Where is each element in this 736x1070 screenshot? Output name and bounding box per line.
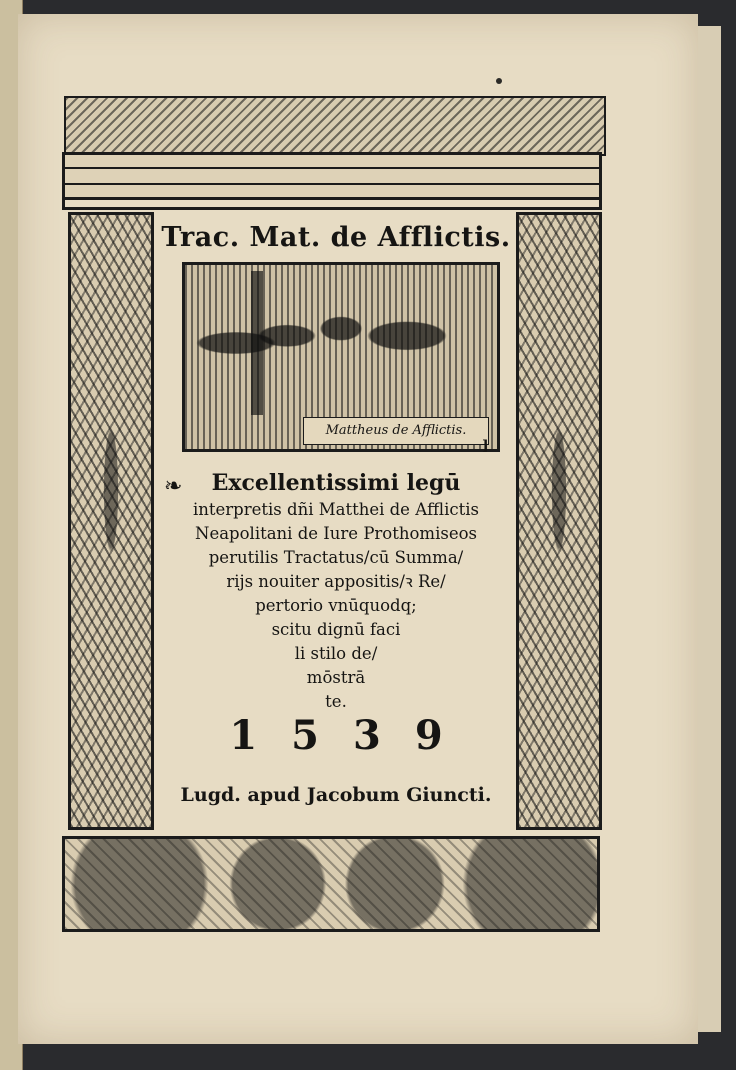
author-woodcut-illustration bbox=[182, 262, 500, 452]
right-pillar-ornament bbox=[516, 212, 602, 830]
title-line-4: perutilis Tractatus/cū Summa/ bbox=[208, 548, 464, 567]
cornice-base bbox=[62, 200, 602, 210]
ink-spot bbox=[496, 78, 502, 84]
woodcut-cornice bbox=[62, 152, 602, 200]
title-line-3: Neapolitani de Iure Prothomiseos bbox=[195, 524, 477, 543]
imprint-line: Lugd. apud Jacobum Giuncti. bbox=[180, 784, 492, 806]
title-line-1: Excellentissimi legū bbox=[211, 470, 461, 496]
title-text-column bbox=[158, 212, 514, 830]
title-line-6: pertorio vnūquodq; bbox=[255, 596, 417, 615]
left-pillar-ornament bbox=[68, 212, 154, 830]
title-body bbox=[158, 468, 514, 714]
title-line-7: scitu dignū faci bbox=[271, 620, 401, 639]
title-line-2: interpretis dñi Matthei de Afflictis bbox=[192, 500, 480, 519]
title-line-8: li stilo de/ bbox=[294, 644, 378, 663]
title-line-5: rijs nouiter appositis/ꝛ Re/ bbox=[226, 572, 446, 591]
running-title: Trac. Mat. de Afflictis. bbox=[161, 222, 511, 253]
title-line-9: mōstrā bbox=[306, 668, 366, 687]
woodcut-scene bbox=[191, 271, 491, 415]
title-line-10: te. bbox=[325, 692, 347, 711]
bottom-putti-frieze bbox=[62, 836, 600, 932]
woodcut-mark: ] bbox=[482, 438, 489, 454]
woodcut-lintel-ornament bbox=[64, 96, 606, 156]
fleuron-icon: ❧ bbox=[164, 474, 183, 499]
publication-year: 1539 bbox=[229, 712, 477, 759]
title-page bbox=[18, 14, 698, 1044]
woodcut-caption: Mattheus de Afflictis. bbox=[303, 417, 489, 445]
